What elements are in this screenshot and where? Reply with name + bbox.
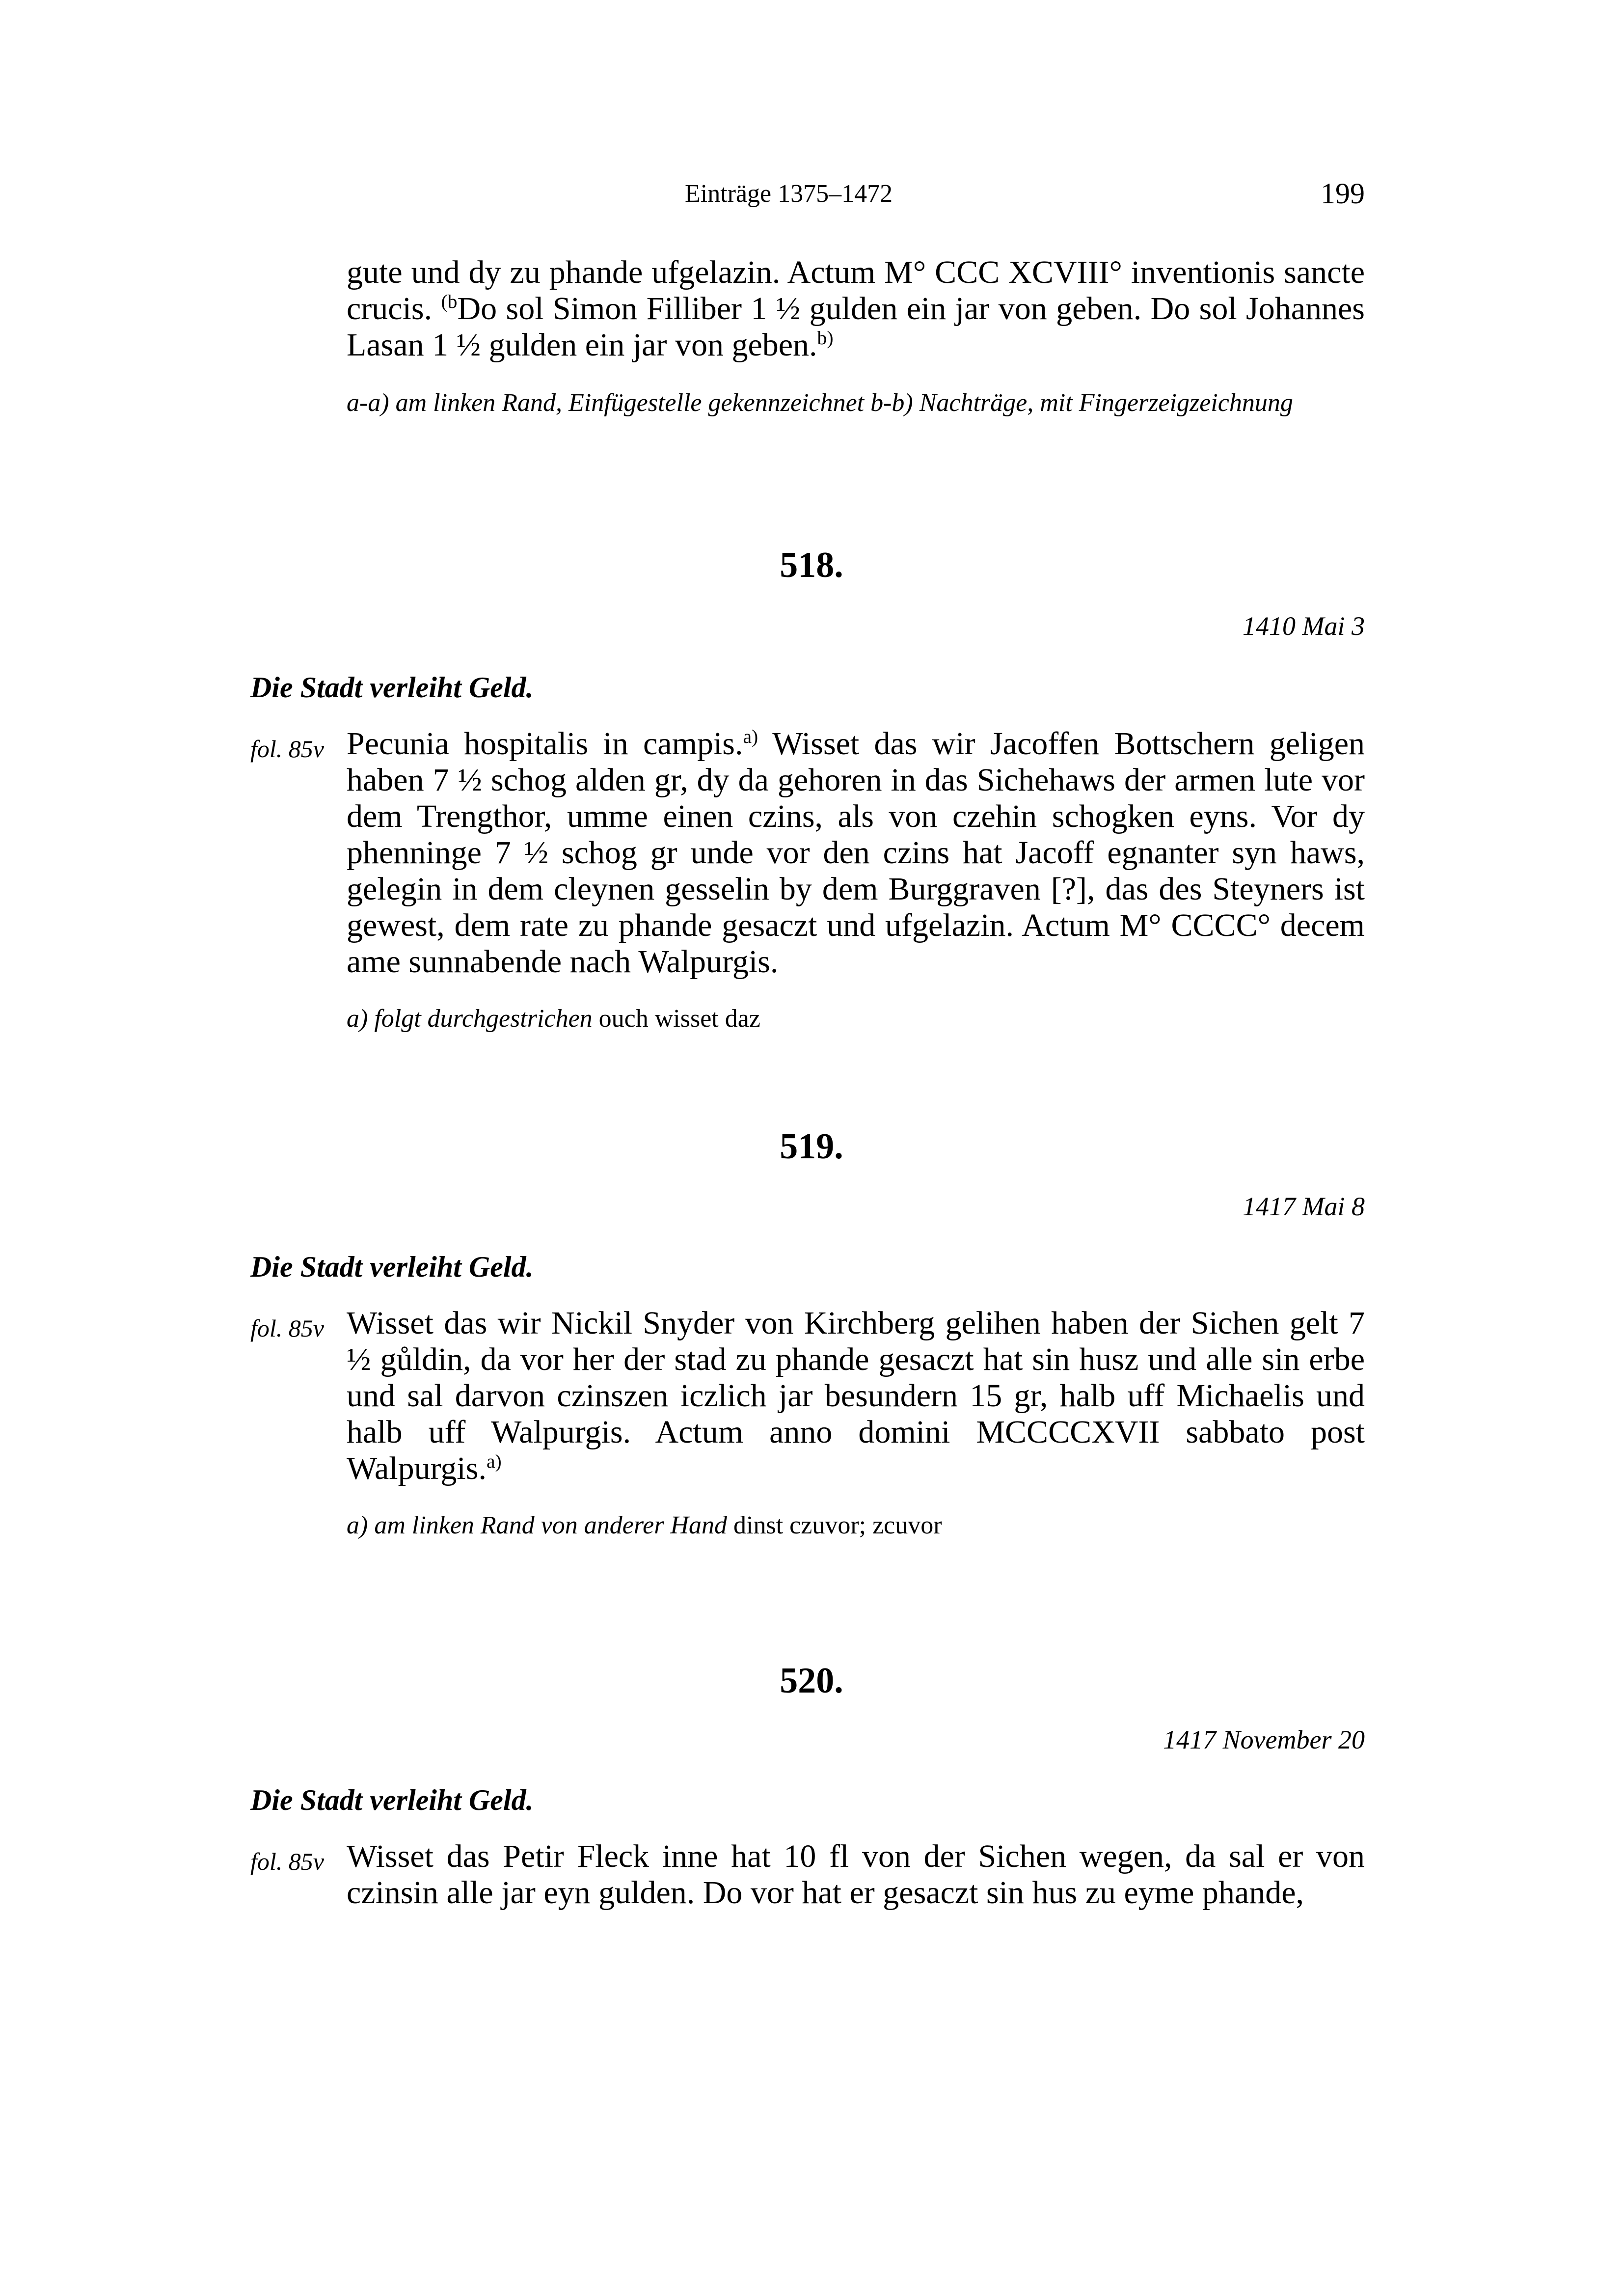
entry-date: 1410 Mai 3 xyxy=(1243,611,1365,641)
footnote-italic: a) am linken Rand von anderer Hand xyxy=(347,1511,728,1539)
footnote-plain: ouch wisset daz xyxy=(592,1005,760,1033)
continuation-text-2: Do sol Simon Filliber 1 ½ gulden ein jar von geben. Do sol Johannes Lasan 1 ½ gulden ein jar von geben. xyxy=(347,291,1365,363)
entry-text-1: Wisset das wir Nickil Snyder von Kirchberg gelihen haben der Sichen gelt 7 ½ gůldin, da vor her der stad zu phande gesaczt hat sin husz und alle sin erbe und sal darvon czinszen iczlich jar besundern 15 gr, halb uff Michaelis und halb uff Walpurgis. Actum anno domini MCCCCXVII sabbato post Walpurgis. xyxy=(347,1305,1365,1486)
entry-number: 519. xyxy=(780,1126,843,1167)
entry-number: 520. xyxy=(780,1661,843,1701)
continuation-footnote: a-a) am linken Rand, Einfügestelle gekennzeichnet b-b) Nachträge, mit Fingerzeigzeichnung xyxy=(347,389,1293,417)
folio-reference: fol. 85v xyxy=(250,735,324,763)
page-number: 199 xyxy=(1321,177,1365,210)
footnote-plain: dinst czuvor; zcuvor xyxy=(727,1511,942,1539)
entry-date: 1417 November 20 xyxy=(1163,1725,1365,1754)
entry-heading: Die Stadt verleiht Geld. xyxy=(250,1784,534,1816)
folio-reference: fol. 85v xyxy=(250,1314,324,1342)
entry-heading: Die Stadt verleiht Geld. xyxy=(250,671,534,704)
footnote-marker-b-open: (b xyxy=(441,291,458,312)
entry-heading: Die Stadt verleiht Geld. xyxy=(250,1251,534,1283)
entry-footnote xyxy=(347,1002,1365,1036)
footnote-italic: a) folgt durchgestrichen xyxy=(347,1005,593,1033)
entry-number: 518. xyxy=(780,545,843,585)
entry-text-2: Wisset das wir Jacoffen Bottschern geligen haben 7 ½ schog alden gr, dy da gehoren in das Sichehaws der armen lute vor dem Trengthor, umme einen czins, als von czehin schogken eyns. Vor dy phenninge 7 ½ schog gr unde vor den czins hat Jacoff egnanter syn haws, gelegin in dem cleynen gesselin by dem Burggraven [?], das des Steyners ist gewest, dem rate zu phande gesaczt und ufgelazin. Actum M° CCCC° decem ame sunnabende nach Walpurgis. xyxy=(347,726,1365,980)
continuation-text-1: gute und dy zu phande ufgelazin. Actum M° CCC XCVIII° inventionis sancte crucis. xyxy=(347,254,1365,327)
entry-text-1: Wisset das Petir Fleck inne hat 10 fl von der Sichen wegen, da sal er von czinsin alle jar eyn gulden. Do vor hat er gesaczt sin hus zu eyme phande, xyxy=(347,1838,1365,1911)
footnote-marker: a) xyxy=(743,726,758,747)
folio-reference: fol. 85v xyxy=(250,1848,324,1875)
footnote-marker: a) xyxy=(486,1450,502,1472)
footnote-marker-b-close: b) xyxy=(817,327,834,349)
entry-body xyxy=(347,1838,1365,1911)
entry-footnote xyxy=(347,1508,1365,1543)
entry-body xyxy=(347,726,1365,980)
continuation-paragraph xyxy=(347,254,1365,363)
entry-date: 1417 Mai 8 xyxy=(1243,1192,1365,1221)
entry-body xyxy=(347,1305,1365,1487)
running-header-title: Einträge 1375–1472 xyxy=(685,180,893,208)
entry-text-1: Pecunia hospitalis in campis. xyxy=(347,726,743,762)
